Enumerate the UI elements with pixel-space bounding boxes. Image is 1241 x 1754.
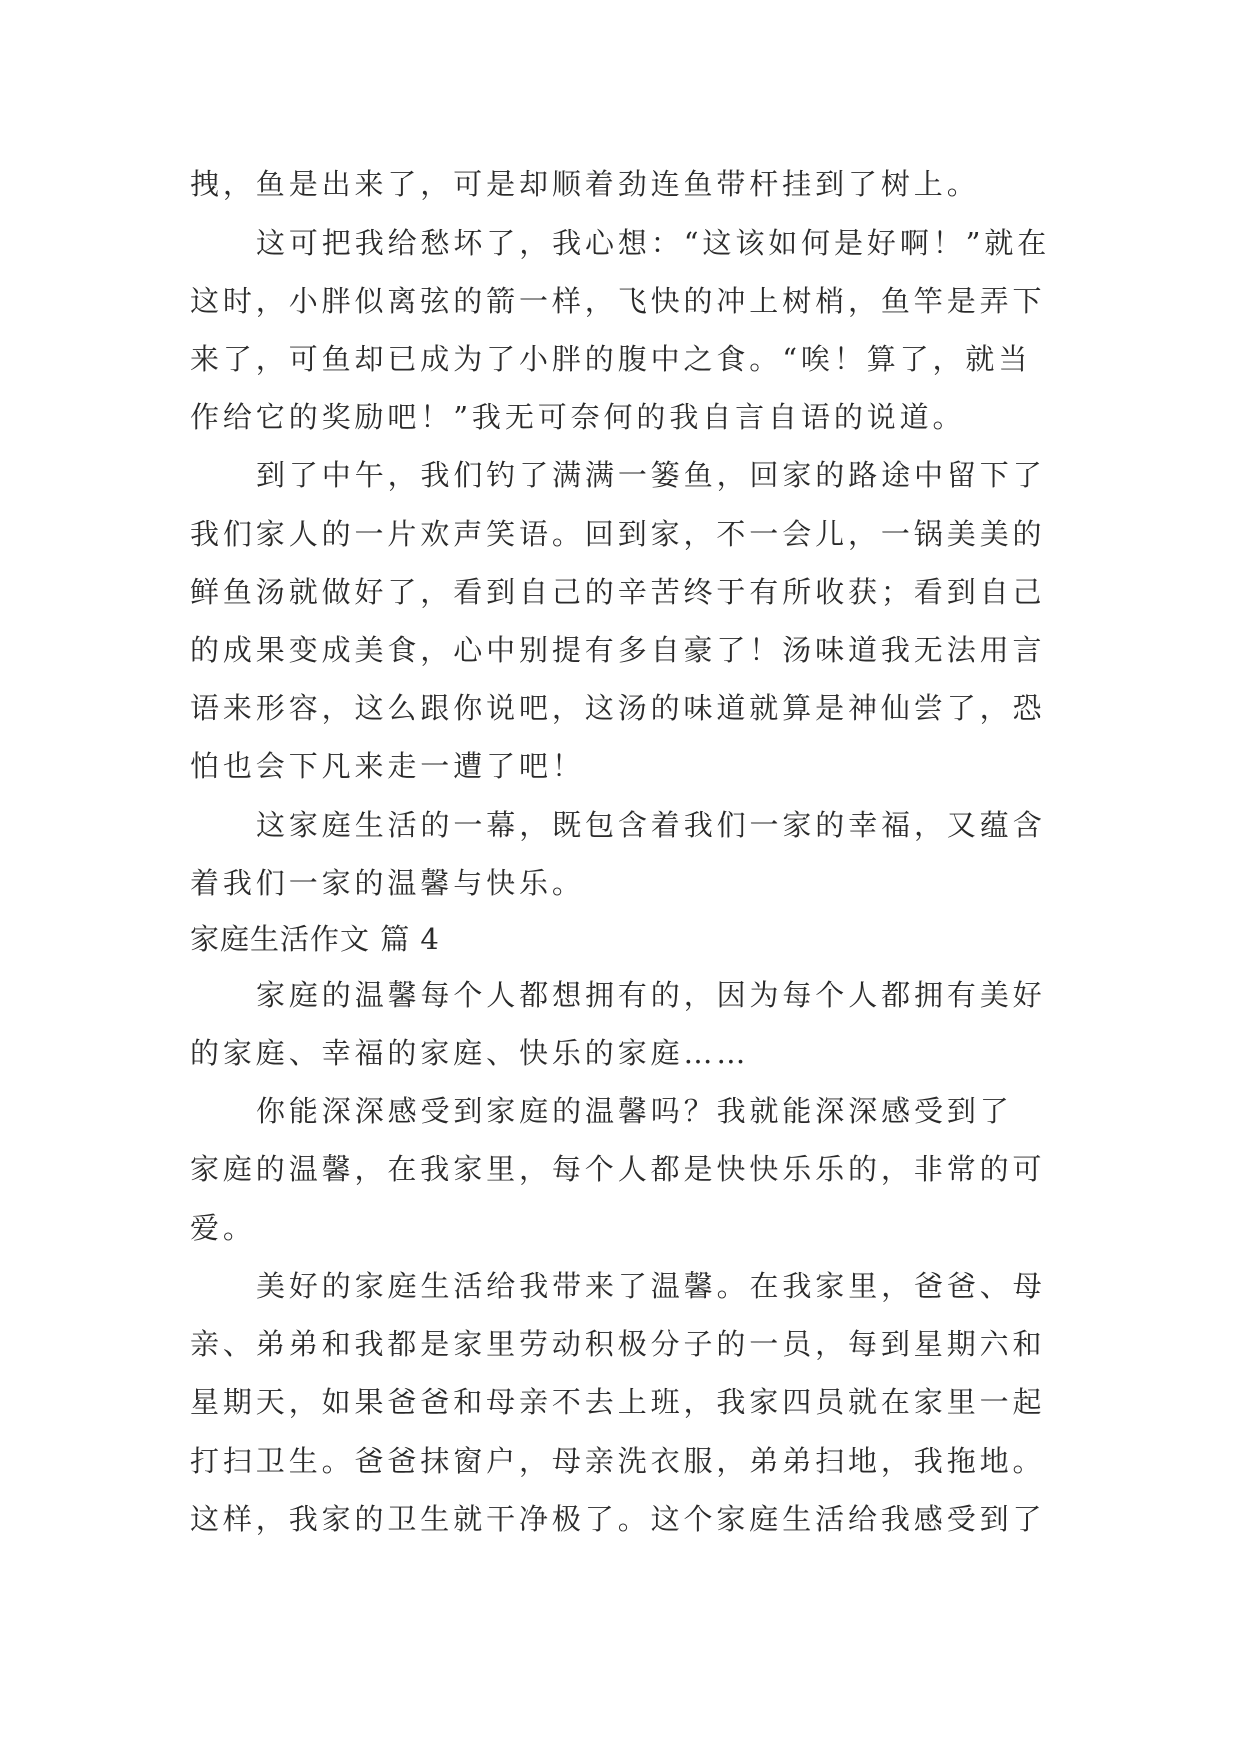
- text-line: 这时，小胖似离弦的箭一样，飞快的冲上树梢，鱼竿是弄下: [190, 284, 1046, 318]
- text-line: 爱。: [190, 1211, 256, 1245]
- section-heading: 家庭生活作文 篇 4: [190, 922, 440, 956]
- text-line: 着我们一家的温馨与快乐。: [190, 866, 585, 900]
- text-line: 我们家人的一片欢声笑语。回到家，不一会儿，一锅美美的: [190, 517, 1046, 551]
- text-line: 打扫卫生。爸爸抹窗户，母亲洗衣服，弟弟扫地，我拖地。: [190, 1444, 1046, 1478]
- paragraph-start-line: 这家庭生活的一幕，既包含着我们一家的幸福，又蕴含: [256, 808, 1046, 842]
- paragraph-start-line: 家庭的温馨每个人都想拥有的，因为每个人都拥有美好: [256, 978, 1046, 1012]
- text-line: 亲、弟弟和我都是家里劳动积极分子的一员，每到星期六和: [190, 1327, 1046, 1361]
- text-line: 星期天，如果爸爸和母亲不去上班，我家四员就在家里一起: [190, 1385, 1046, 1419]
- text-line: 拽，鱼是出来了，可是却顺着劲连鱼带杆挂到了树上。: [190, 167, 980, 201]
- text-line: 来了，可鱼却已成为了小胖的腹中之食。“唉！算了，就当: [190, 342, 1032, 376]
- text-line: 作给它的奖励吧！”我无可奈何的我自言自语的说道。: [190, 400, 966, 434]
- text-line: 怕也会下凡来走一遭了吧！: [190, 749, 585, 783]
- text-line: 的家庭、幸福的家庭、快乐的家庭……: [190, 1036, 750, 1070]
- paragraph-start-line: 你能深深感受到家庭的温馨吗？我就能深深感受到了: [256, 1094, 1013, 1128]
- text-line: 鲜鱼汤就做好了，看到自己的辛苦终于有所收获；看到自己: [190, 575, 1046, 609]
- paragraph-start-line: 到了中午，我们钓了满满一篓鱼，回家的路途中留下了: [256, 458, 1046, 492]
- text-line: 语来形容，这么跟你说吧，这汤的味道就算是神仙尝了，恐: [190, 691, 1046, 725]
- paragraph-start-line: 美好的家庭生活给我带来了温馨。在我家里，爸爸、母: [256, 1269, 1046, 1303]
- text-line: 家庭的温馨，在我家里，每个人都是快快乐乐的，非常的可: [190, 1152, 1046, 1186]
- text-line: 的成果变成美食，心中别提有多自豪了！汤味道我无法用言: [190, 633, 1046, 667]
- paragraph-start-line: 这可把我给愁坏了，我心想：“这该如何是好啊！”就在: [256, 226, 1051, 260]
- text-line: 这样，我家的卫生就干净极了。这个家庭生活给我感受到了: [190, 1502, 1046, 1536]
